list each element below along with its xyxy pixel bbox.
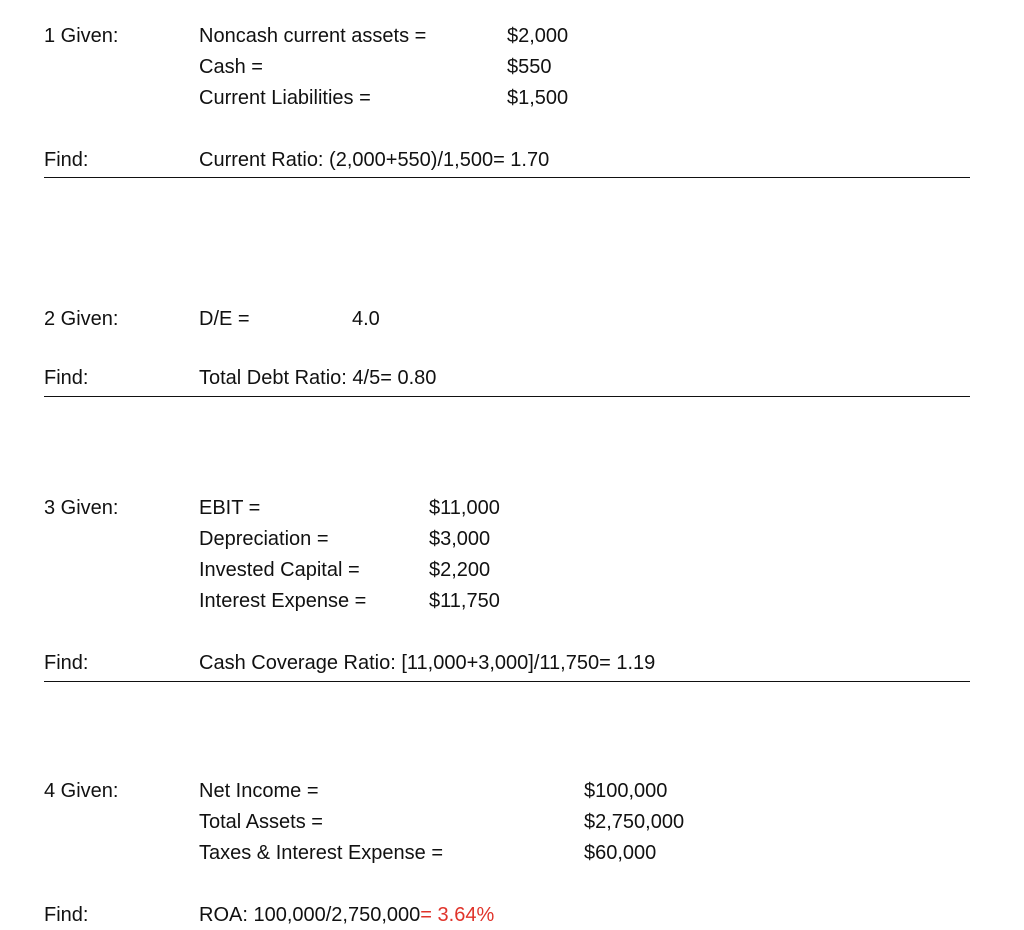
given-value-debt-equity: 4.0 bbox=[352, 308, 380, 330]
given-label-interest-expense: Interest Expense = bbox=[199, 590, 367, 612]
problem-1-find-label: Find: bbox=[44, 149, 89, 171]
problem-2-find-answer: Total Debt Ratio: 4/5= 0.80 bbox=[199, 367, 437, 389]
given-label-ebit: EBIT = bbox=[199, 497, 261, 519]
given-label-debt-equity: D/E = bbox=[199, 308, 250, 330]
problem-1-find-answer: Current Ratio: (2,000+550)/1,500= 1.70 bbox=[199, 149, 550, 171]
given-label-total-assets: Total Assets = bbox=[199, 811, 323, 833]
roa-formula: ROA: 100,000/2,750,000 bbox=[199, 904, 421, 926]
problem-4-find-answer bbox=[199, 903, 494, 927]
given-label-depreciation: Depreciation = bbox=[199, 528, 329, 550]
given-label-noncash-current-assets: Noncash current assets = bbox=[199, 25, 427, 47]
given-value-net-income: $100,000 bbox=[584, 780, 668, 802]
given-label-cash: Cash = bbox=[199, 56, 263, 78]
problem-2-find-label: Find: bbox=[44, 367, 89, 389]
problem-1-divider bbox=[44, 177, 970, 178]
problem-3-divider bbox=[44, 681, 970, 682]
given-label-current-liabilities: Current Liabilities = bbox=[199, 87, 371, 109]
given-value-noncash-current-assets: $2,000 bbox=[507, 25, 569, 47]
problem-2-given-label: 2 Given: bbox=[44, 308, 119, 330]
problem-2-divider bbox=[44, 396, 970, 397]
given-value-invested-capital: $2,200 bbox=[429, 559, 491, 581]
problem-1-given-label: 1 Given: bbox=[44, 25, 119, 47]
problem-4-find-label: Find: bbox=[44, 904, 89, 926]
problem-3-find-label: Find: bbox=[44, 652, 89, 674]
given-value-ebit: $11,000 bbox=[429, 497, 500, 519]
roa-result: = 3.64% bbox=[420, 904, 495, 926]
given-value-depreciation: $3,000 bbox=[429, 528, 491, 550]
given-label-net-income: Net Income = bbox=[199, 780, 319, 802]
given-value-taxes-interest-expense: $60,000 bbox=[584, 842, 657, 864]
given-value-cash: $550 bbox=[507, 56, 552, 78]
problem-3-given-label: 3 Given: bbox=[44, 497, 119, 519]
given-label-invested-capital: Invested Capital = bbox=[199, 559, 360, 581]
problem-4-given-label: 4 Given: bbox=[44, 780, 119, 802]
given-value-current-liabilities: $1,500 bbox=[507, 87, 569, 109]
problem-3-find-answer: Cash Coverage Ratio: [11,000+3,000]/11,750= 1.19 bbox=[199, 652, 656, 674]
given-value-total-assets: $2,750,000 bbox=[584, 811, 685, 833]
given-label-taxes-interest-expense: Taxes & Interest Expense = bbox=[199, 842, 444, 864]
given-value-interest-expense: $11,750 bbox=[429, 590, 500, 612]
